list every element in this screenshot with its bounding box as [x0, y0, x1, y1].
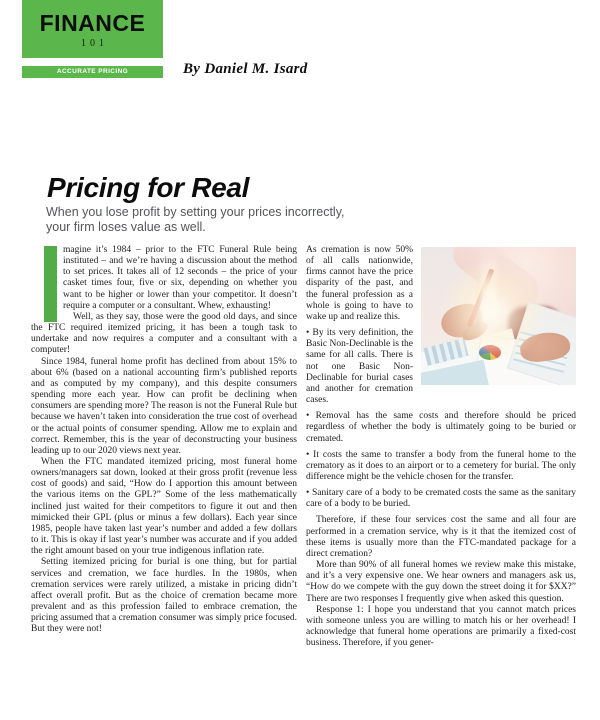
- paragraph-text: magine it’s 1984 – prior to the FTC Funeral Rule being instituted – and we’re having a discussion about the method to set prices. It takes all of 12 seconds – the price of your casket times four, five or six, depending on whether you want to be higher or lower than your competitor. It doesn’t require a computer or a consultant. Whew, exhausting!: [63, 245, 297, 311]
- right-column: [306, 245, 576, 649]
- paragraph: Since 1984, funeral home profit has declined from about 15% to about 6% (based on a national accounting firm’s published reports and as computed by my company), and this despite consumers spending more each year. How can profit be declining when consumers are spending more? The reason is not the Funeral Rule but because we haven’t taken into consideration the true cost of overhead or the actual points of consumer spending. Allow me to explain and correct. Remember, this is the year of deconstructing your business leading up to our 2020 views next year.: [31, 356, 297, 456]
- paragraph: Well, as they say, those were the good old days, and since the FTC required itemized pricing, it has been a tough task to undertake and now requires a computer and a consultant with a computer!: [31, 311, 297, 356]
- byline: By Daniel M. Isard: [183, 61, 308, 77]
- article-body: [31, 245, 576, 649]
- accurate-pricing-label: ACCURATE PRICING: [56, 67, 129, 75]
- bullet-item: • Removal has the same costs and therefore should be priced regardless of whether the body is ultimately going to be buried or cremated.: [306, 411, 576, 444]
- accurate-pricing-tag: [22, 66, 163, 78]
- photo-warm-overlay: [421, 247, 576, 385]
- drop-cap-bar: [44, 246, 57, 322]
- paragraph: More than 90% of all funeral homes we review make this mistake, and it’s a very expensive one. We hear owners and managers ask us, “How do we compete with the guy down the street doing it for $XX?” There are two responses I frequently give when asked this question.: [306, 560, 576, 604]
- bullet-item: • By its very definition, the Basic Non-Declinable is the same for all calls. There is not one Basic Non-Declinable for burial cases and another for cremation cases.: [306, 328, 413, 406]
- paragraph: Setting itemized pricing for burial is one thing, but for partial services and cremation, we face hurdles. In the 1980s, when cremation services were rarely utilized, a mistake in pricing didn’t affect overall profit. But as the choice of cremation became more prevalent and as this profession failed to embrace cremation, the pricing assumed that a cremation consumer was simply price focused. But they were not!: [31, 557, 297, 635]
- paragraph: Therefore, if these four services cost the same and all four are performed in a cremation service, why is it that the itemized cost of these items is usually more than the FTC-mandated package for a direct cremation?: [306, 515, 576, 559]
- article-photo: [421, 247, 576, 385]
- paragraph: As cremation is now 50% of all calls nationwide, firms cannot have the price disparity of the past, and the funeral profession as a whole is going to have to wake up and realize this.: [306, 245, 413, 322]
- article-title: Pricing for Real: [47, 172, 250, 203]
- paragraph: [31, 245, 297, 312]
- bullet-item: • Sanitary care of a body to be cremated costs the same as the sanitary care of a body to be buried.: [306, 488, 576, 510]
- subtitle-line-2: your firm loses value as well.: [46, 220, 206, 234]
- finance-badge-number: 101: [81, 37, 108, 49]
- bullet-item: • It costs the same to transfer a body from the funeral home to the crematory as it does to an airport or to a cemetery for burial. The only difference might be the vehicle chosen for the transfer.: [306, 449, 576, 482]
- paragraph: When the FTC mandated itemized pricing, most funeral home owners/managers sat down, looked at their gross profit (revenue less cost of goods) and said, “How do I apportion this amount between the various items on the GPL?” Some of the less mathematically inclined just waited for their competitors to figure it out and then mimicked their GPL (plus or minus a few dollars). Each year since 1985, people have taken last year’s number and added a few dollars to it. This is okay if last year’s number was accurate and if you added the right amount based on your true indigenous inflation rate.: [31, 456, 297, 557]
- paragraph: Response 1: I hope you understand that you cannot match prices with someone unless you are willing to match his or her overhead! I acknowledge that funeral home operations are primarily a fixed-cost business. Therefore, if you gener-: [306, 604, 576, 649]
- left-column: [31, 245, 297, 649]
- subtitle-line-1: When you lose profit by setting your prices incorrectly,: [46, 205, 345, 219]
- finance-101-badge: [22, 0, 163, 58]
- article-subtitle: [46, 205, 345, 235]
- finance-badge-title: FINANCE: [39, 9, 146, 36]
